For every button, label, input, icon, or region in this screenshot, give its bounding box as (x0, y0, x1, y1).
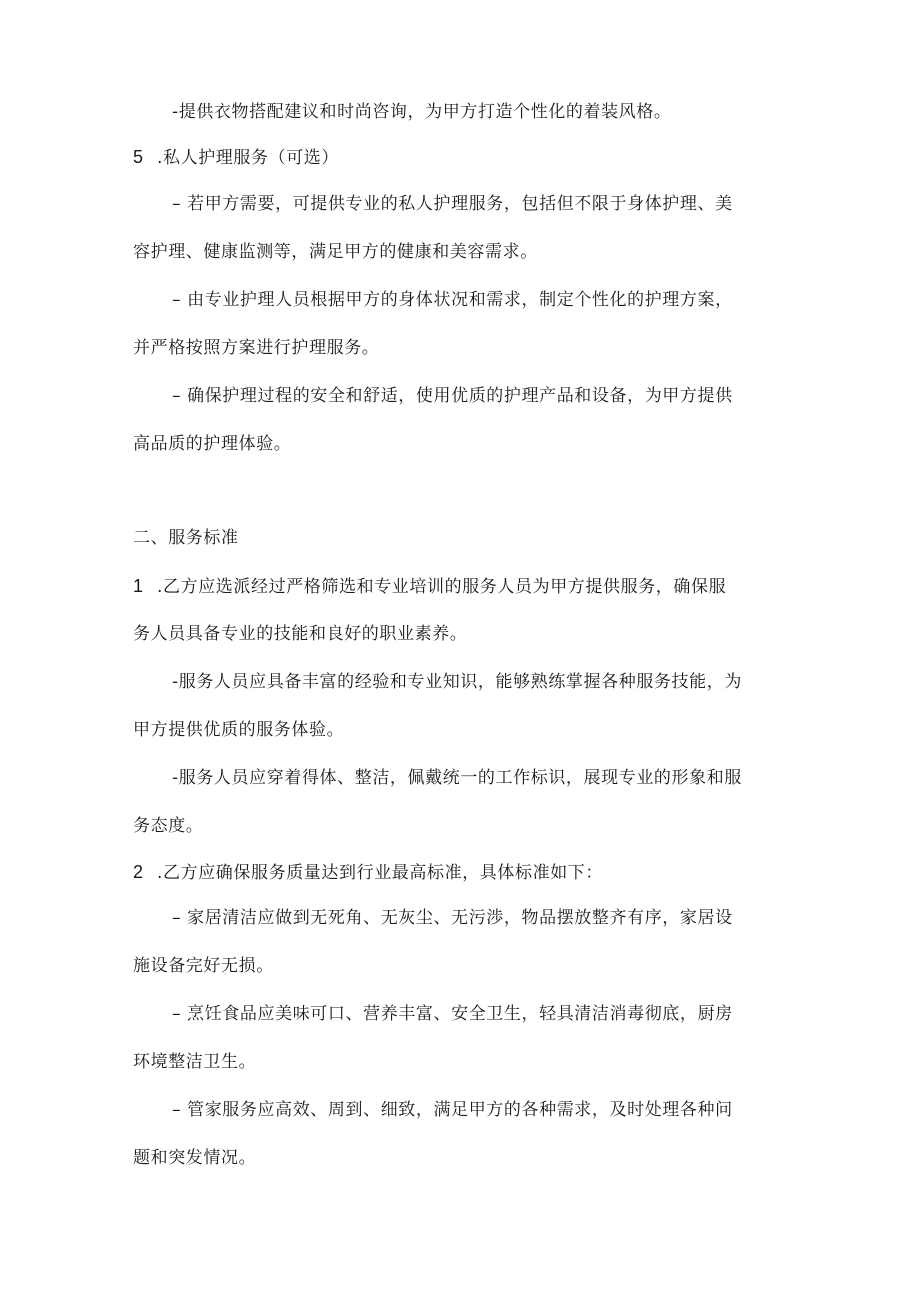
numbered-item (133, 575, 726, 598)
paragraph-line: 容护理、健康监测等，满足甲方的健康和美容需求。 (133, 242, 538, 262)
paragraph-line: 并严格按照方案进行护理服务。 (133, 338, 380, 358)
paragraph-line: 题和突发情况。 (133, 1148, 257, 1168)
paragraph-line: – 管家服务应高效、周到、细致，满足甲方的各种需求，及时处理各种问 (172, 1100, 733, 1120)
paragraph-line: – 若甲方需要，可提供专业的私人护理服务，包括但不限于身体护理、美 (172, 194, 733, 214)
paragraph-line: 环境整洁卫生。 (133, 1052, 257, 1072)
paragraph-line: 务人员具备专业的技能和良好的职业素养。 (133, 624, 468, 644)
item-number: 5 (133, 147, 144, 167)
paragraph-line: -服务人员应具备丰富的经验和专业知识，能够熟练掌握各种服务技能，为 (172, 672, 742, 692)
paragraph-line: – 家居清洁应做到无死角、无灰尘、无污渉，物品摆放整齐有序，家居设 (172, 908, 733, 928)
paragraph-line: 甲方提供优质的服务体验。 (133, 720, 345, 740)
numbered-item (133, 861, 603, 884)
item-text: .乙方应选派经过严格筛选和专业培训的服务人员为甲方提供服务，确保服 (157, 577, 727, 597)
paragraph-line: 务态度。 (133, 816, 204, 836)
paragraph-line: – 确保护理过程的安全和舒适，使用优质的护理产品和设备，为甲方提供 (172, 386, 733, 406)
paragraph-line: – 由专业护理人员根据甲方的身体状况和需求，制定个性化的护理方案， (172, 290, 733, 310)
paragraph-line: 施设备完好无损。 (133, 956, 274, 976)
heading-text: .私人护理服务（可选） (157, 148, 340, 168)
item-text: .乙方应确保服务质量达到行业最高标准，具体标准如下： (157, 863, 604, 883)
paragraph-line: -服务人员应穿着得体、整洁，佩戴统一的工作标识，展现专业的形象和服 (172, 768, 742, 788)
paragraph-line: 高品质的护理体验。 (133, 434, 292, 454)
paragraph-line: – 烹饪食品应美味可口、营养丰富、安全卫生，轻具清洁消毒彻底，厨房 (172, 1004, 733, 1024)
section-title: 二、服务标准 (133, 528, 239, 548)
section-heading (133, 146, 339, 169)
item-number: 1 (133, 576, 144, 596)
paragraph-line: -提供衣物搭配建议和时尚咨询，为甲方打造个性化的着装风格。 (172, 102, 672, 122)
item-number: 2 (133, 862, 144, 882)
